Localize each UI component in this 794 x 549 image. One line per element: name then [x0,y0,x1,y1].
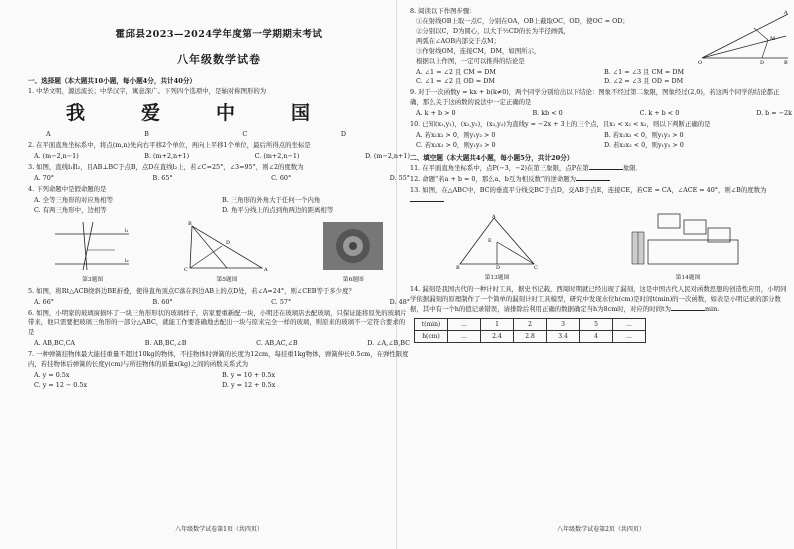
option: B. 60° [152,297,173,306]
option-label: D [340,130,346,139]
option-label: B [144,130,149,139]
question-2-options [28,152,410,162]
char-option: 中 [215,101,235,124]
question-4-options [28,196,410,216]
option: C. k + b < 0 [639,109,680,118]
option: B. kb < 0 [532,109,563,118]
table-cell: … [448,330,481,342]
question-6: 6. 如图，小明家的玻璃窗损坏了一块三角形形状的玻璃样子，店家要重新配一块，小明还在玻璃店去配玻璃，只保证能将原先的玻璃片带来，他只需要把玻璃三角形的一部分△ABC，就能工作要准确地去配出一块与原来完全一样的玻璃，则原来的玻璃不一定符合要求的是 [28,308,407,337]
answer-blank[interactable] [576,180,610,181]
option: C. AB,AC,∠B [256,339,298,348]
option: A. (m−2,n−1) [34,152,79,161]
option: D. y = 12 + 0.5x [222,380,276,389]
option: A. 若x₁x₂ > 0，则y₁y₂ > 0 [416,131,496,140]
question-14-text: 14. 漏刻是我国古代的一种计时工具，据史书记载，西周时期就已经出现了漏刻，这是中国古代人民对函数思想的创造性应用，小明同学依据漏刻的原理制作了一个简单的漏刻计时工具模型，研究中发现水位h(cm)是时间t(min)的一次函数，如表是小明记录的部分数据，其中有一个h的值记录错误，请排除后利用正确的数据确定当h为8cm时，对应的时间t为 [410,284,787,313]
question-7: 7. 一种弹簧挂物体最大能挂重量不超过10kg的物体，不挂物体时弹簧的长度为12cm，每挂重1kg物体，弹簧伸长0.5cm，在弹性限度内，若挂物体后弹簧的长度y(cm)与所挂物体的质量x(kg)之间的函数关系式为 [28,350,409,369]
svg-text:C: C [534,264,538,270]
question-13 [410,186,792,206]
option: C. 60° [271,174,292,183]
exam-title: 霍邱县2023—2024学年度第一学期期末考试 [115,29,323,40]
question-2: 2. 在平面直角坐标系中，将点(m,n)先向右平移2个单位，再向上平移1个单位，最后所得点的坐标是 [28,141,311,150]
table-cell: 1 [481,318,514,330]
figure-14-caption: 第14题图 [675,274,701,281]
table-cell: 2 [514,318,547,330]
option: A. 66° [34,297,55,306]
question-1-options [28,130,346,140]
table-cell: t(min) [415,318,448,330]
question-11-text: 11. 在平面直角坐标系中，点P(−3，−2)在第三象限，点P在第 [410,164,589,173]
option: B. AB,BC,∠B [144,339,187,348]
figure-8-diagram [696,6,792,66]
table-cell: 4 [580,330,613,342]
svg-text:M: M [770,36,776,42]
svg-text:D: D [225,239,230,246]
question-3: 3. 如图，直线l₁∥l₂，且AB⊥BC于点B，点D在直线l₂上，若∠C=25°，∠3=95°，则∠2的度数为 [28,163,304,172]
figure-6-image [321,220,385,272]
option: C. y = 12 − 0.5x [34,380,88,389]
option: C. 57° [271,297,292,306]
q8-step: ③作射线OM，连接CM，DM，如图所示， [416,46,541,55]
table-row [415,318,646,330]
page-right [410,6,792,542]
question-14-end: min. [704,304,720,313]
question-1: 1. 中华文明，源远流长；中华汉字，寓意深广。下列四个选项中，是轴对称图形的为 [28,86,267,95]
option-label: C [242,130,248,139]
option: D. ∠A,∠B,BC [367,339,410,348]
question-9-options [410,109,792,119]
char-option: 我 [65,101,85,124]
option: D. (m−2,n+1) [364,152,410,161]
option: C. ∠1 = ∠2 且 OD = DM [416,77,495,86]
table-cell: 5 [580,318,613,330]
option: A. 全等三角形的对应角相等 [34,195,113,204]
svg-text:O: O [698,60,703,66]
section-choice-heading: 一、选择题（本大题共10小题，每小题4分，共计40分） [28,76,197,85]
table-cell: h(cm) [415,330,448,342]
table-cell: 3.4 [547,330,580,342]
option: B. 三角形的外角大于任何一个内角 [222,195,321,204]
question-14 [410,285,792,315]
question-12-text: 12. 命题“若a + b = 0，那么a、b互为相反数”的逆命题为 [410,175,577,184]
figure-5-caption: 第5题图 [216,276,238,283]
figures-row [28,220,410,285]
option: C. (m+2,n−1) [254,152,300,161]
option: B. 若x₁x₃ < 0，则y₁y₃ > 0 [604,131,684,140]
q8-step: ②分别以C，D为圆心，以大于½CD的长为半径画弧， [416,26,571,35]
svg-text:E: E [488,237,492,244]
option: A. ∠1 = ∠2 且 CM = DM [416,67,496,76]
option: D. b = −2k [756,109,792,118]
svg-text:A: A [784,10,788,16]
table-cell: 2.8 [514,330,547,342]
figure-14 [628,210,748,283]
option: D. ∠2 = ∠3 且 OD = DM [604,77,684,86]
question-8-text [410,6,660,67]
page-footer-left: 八年级数学试卷第1页（共四页） [175,525,263,533]
svg-text:B: B [187,220,192,227]
option: A. AB,BC,CA [34,339,76,348]
table-cell: … [613,318,646,330]
svg-text:B: B [456,264,460,270]
table-cell: … [448,318,481,330]
q8-step: 两弧在∠AOB内部交于点M； [416,36,500,45]
answer-blank[interactable] [589,169,623,170]
option: D. 角平分线上的点到角两边的距离相等 [222,205,334,214]
figures-row-right [410,210,792,283]
question-4: 4. 下列命题中是假命题的是 [28,184,107,193]
answer-blank[interactable] [671,310,705,311]
question-7-options [28,371,410,391]
figure-3-diagram [53,220,133,272]
svg-text:A: A [492,213,496,220]
question-11 [410,164,792,174]
option: D. 若x₂x₃ < 0，则y₁y₃ > 0 [604,140,684,149]
svg-text:D: D [760,60,765,66]
question-6-options [28,339,410,349]
table-cell: 2.4 [481,330,514,342]
question-8-block [410,6,792,67]
option: B. (m+2,n+1) [144,152,190,161]
question-1-characters [38,99,338,128]
table-row [415,330,646,342]
question-10: 10. 已知(x₁,y₁)，(x₂,y₂)，(x₃,y₃)为直线y = −2x + 3上的三个点，且x₁ < x₂ < x₃，则以下判断正确的是 [410,120,711,129]
figure-5-diagram [182,220,272,272]
page-footer-right: 八年级数学试卷第2页（共四页） [557,525,645,533]
figure-5 [182,220,272,285]
char-option: 爱 [140,101,160,124]
table-cell: … [613,330,646,342]
option: B. y = 10 + 0.5x [222,371,276,380]
q8-step: ①在射线OB上取一点C，分别在OA，OB上截取OC，OD，使OC = OD； [416,16,629,25]
figure-13 [454,214,540,283]
q8-step: 根据以上作图，一定可以推得的结论是 [416,56,525,65]
svg-text:l₂: l₂ [124,257,129,264]
svg-text:l₁: l₁ [124,227,129,234]
figure-6 [321,220,385,285]
option: B. ∠1 = ∠3 且 CM = DM [604,67,684,76]
answer-blank[interactable] [410,201,444,202]
page-left [28,6,410,542]
figure-6-caption: 第6题图 [342,276,364,283]
exam-subtitle: 八年级数学试卷 [177,52,261,66]
question-5: 5. 如图，将Rt△ACB绕斜边BE折叠，使得直角顶点C落在斜边AB上的点D处，若∠A=24°，则∠CEB等于多少度？ [28,286,355,295]
option: A. k + b > 0 [416,109,456,118]
svg-text:B: B [784,60,788,66]
option: C. 有两三角形中，边相等 [34,205,107,214]
option: D. 55° [389,174,410,183]
option: C. 若x₂x₃ > 0，则y₁y₃ > 0 [416,140,496,149]
question-8-options [410,68,792,88]
figure-13-diagram [454,214,540,270]
option: B. 65° [152,174,173,183]
option-label: A [46,130,51,139]
question-12 [410,175,792,185]
char-option: 国 [290,101,310,124]
option: A. y = 0.5x [34,371,70,380]
question-3-options [28,174,410,184]
data-table [414,318,646,344]
question-13-text: 13. 如图，在△ABC中，BC的垂直平分线交BC于点D，交AB于点E，连接CE，若CE = CA，∠ACE = 40°，则∠B的度数为 [410,185,767,194]
svg-text:D: D [496,264,501,270]
figure-13-caption: 第13题图 [484,274,510,281]
question-8: 8. 阅读以下作图步骤： [410,7,476,15]
svg-text:A: A [263,266,268,272]
question-11-end: 象限． [622,164,642,173]
section-fill-heading: 二、填空题（本大题共4小题，每小题5分，共计20分） [410,153,574,162]
option: A. 70° [34,174,55,183]
option: D. 48° [389,297,410,306]
question-9: 9. 对于一次函数y = kx + b(k≠0)，两个同学分别给出以下结论：图象不经过第二象限，图象经过(2,0)，若这两个同学的结论都正确，那么关于这函数的说法中一定正确的是 [410,88,780,107]
question-5-options [28,298,410,308]
table-cell: 3 [547,318,580,330]
svg-text:C: C [183,266,188,272]
figure-3 [53,220,133,285]
figure-3-caption: 第3题图 [82,276,104,283]
question-10-options [410,131,792,151]
figure-14-image [628,210,748,270]
